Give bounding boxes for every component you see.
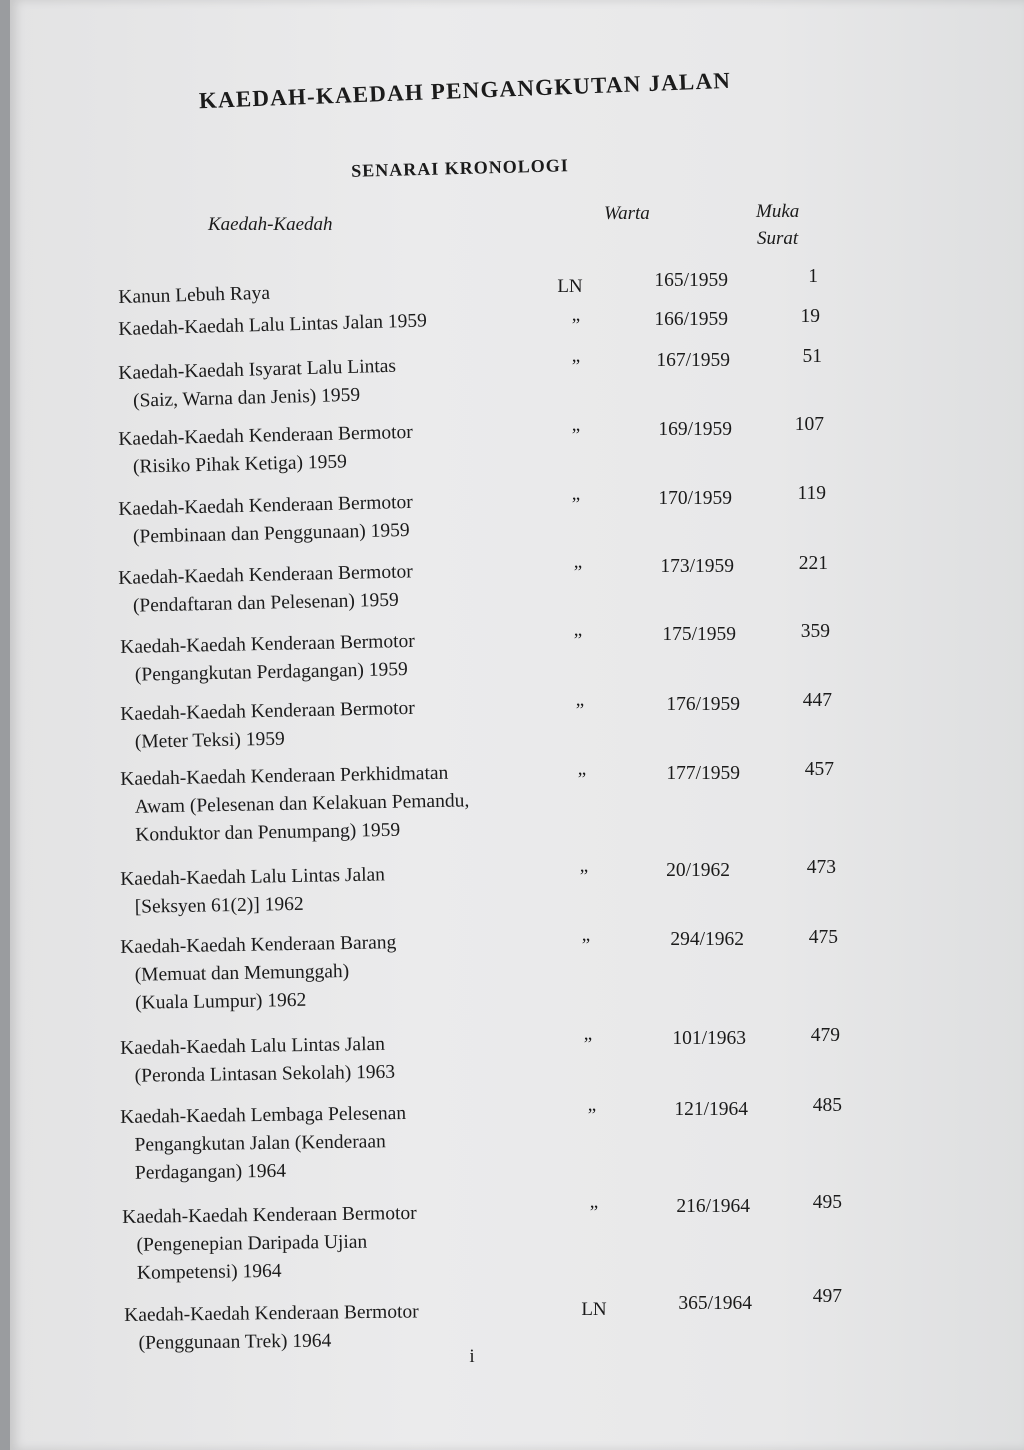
page-reference: 19 xyxy=(800,306,820,327)
rule-title-line: (Peronda Lintasan Sekolah) 1963 xyxy=(134,1061,396,1087)
rule-title-line: Konduktor dan Penumpang) 1959 xyxy=(135,819,401,846)
list-item xyxy=(120,1100,407,1188)
rule-title-line: Kaedah-Kaedah Kenderaan Bermotor xyxy=(124,1301,419,1326)
page-reference: 221 xyxy=(798,553,828,574)
column-header-warta: Warta xyxy=(604,203,650,224)
gazette-series: ” xyxy=(571,356,581,377)
gazette-series: ” xyxy=(571,494,581,515)
rule-title-line: Kaedah-Kaedah Kenderaan Bermotor xyxy=(120,697,415,725)
list-item xyxy=(118,280,270,312)
gazette-series: ” xyxy=(575,700,585,721)
rule-title-line: (Saiz, Warna dan Jenis) 1959 xyxy=(132,384,361,412)
rule-title-line: Kanun Lebuh Raya xyxy=(118,282,271,308)
gazette-series: ” xyxy=(587,1105,597,1126)
page-reference: 447 xyxy=(802,690,832,711)
document-page xyxy=(10,0,1024,1450)
list-item xyxy=(120,628,416,690)
rule-title-line: Kaedah-Kaedah Kenderaan Bermotor xyxy=(118,491,414,520)
gazette-number: 121/1964 xyxy=(674,1099,748,1120)
gazette-number: 365/1964 xyxy=(678,1293,752,1314)
gazette-number: 20/1962 xyxy=(666,860,730,881)
gazette-series: ” xyxy=(573,562,583,583)
page-reference: 479 xyxy=(810,1025,840,1046)
page-reference: 495 xyxy=(812,1192,842,1213)
gazette-series: ” xyxy=(581,935,591,956)
rule-title-line: (Penggunaan Trek) 1964 xyxy=(138,1330,332,1354)
list-item xyxy=(118,419,414,482)
rule-title-line: Kaedah-Kaedah Lalu Lintas Jalan xyxy=(120,864,386,890)
gazette-number: 216/1964 xyxy=(676,1196,750,1217)
list-item xyxy=(120,1031,395,1091)
rule-title-line: (Meter Teksi) 1959 xyxy=(134,728,285,753)
gazette-series: ” xyxy=(571,315,581,336)
gazette-number: 173/1959 xyxy=(660,556,734,577)
column-header-muka: Muka xyxy=(756,201,800,222)
gazette-series: LN xyxy=(557,276,583,297)
rule-title-line: Perdagangan) 1964 xyxy=(134,1160,287,1184)
rule-title-line: (Pendaftaran dan Pelesenan) 1959 xyxy=(132,589,399,617)
column-header-name: Kaedah-Kaedah xyxy=(208,214,333,235)
rule-title-line: (Pengangkutan Perdagangan) 1959 xyxy=(134,658,408,686)
rule-title-line: Awam (Pelesenan dan Kelakuan Pemandu, xyxy=(134,790,470,818)
rule-title-line: Kaedah-Kaedah Lembaga Pelesenan xyxy=(120,1103,407,1128)
gazette-number: 170/1959 xyxy=(658,488,732,509)
rule-title-line: (Risiko Pihak Ketiga) 1959 xyxy=(132,451,348,478)
list-item xyxy=(120,759,470,850)
gazette-series: ” xyxy=(577,769,587,790)
column-header-surat: Surat xyxy=(757,228,799,249)
gazette-number: 177/1959 xyxy=(666,763,740,784)
gazette-number: 169/1959 xyxy=(658,419,732,440)
gazette-series: ” xyxy=(583,1034,593,1055)
rule-title-line: Kompetensi) 1964 xyxy=(136,1260,282,1284)
gazette-series: ” xyxy=(573,630,583,651)
list-item xyxy=(120,695,416,757)
page-reference: 1 xyxy=(808,266,818,287)
rule-title-line: Kaedah-Kaedah Kenderaan Bermotor xyxy=(120,630,415,658)
page-reference: 51 xyxy=(802,346,822,367)
rule-title-line: Pengangkutan Jalan (Kenderaan xyxy=(134,1131,386,1156)
rule-title-line: Kaedah-Kaedah Isyarat Lalu Lintas xyxy=(118,355,397,384)
list-item xyxy=(120,929,398,1018)
page-title: KAEDAH-KAEDAH PENGANGKUTAN JALAN xyxy=(198,67,732,114)
rule-title-line: Kaedah-Kaedah Kenderaan Bermotor xyxy=(118,421,414,450)
list-item xyxy=(118,489,414,552)
rule-title-line: (Kuala Lumpur) 1962 xyxy=(135,989,307,1014)
gazette-series: ” xyxy=(579,866,589,887)
chronology-list xyxy=(10,0,1024,1450)
page-reference: 497 xyxy=(812,1286,842,1307)
gazette-number: 176/1959 xyxy=(666,694,740,715)
rule-title-line: Kaedah-Kaedah Kenderaan Barang xyxy=(120,932,397,958)
page-reference: 473 xyxy=(806,857,836,878)
gazette-number: 101/1963 xyxy=(672,1028,746,1049)
gazette-number: 167/1959 xyxy=(656,350,730,371)
page-reference: 475 xyxy=(808,927,838,948)
list-item xyxy=(124,1298,419,1358)
page-reference: 107 xyxy=(794,414,824,435)
list-item xyxy=(118,558,414,621)
list-item xyxy=(122,1200,418,1288)
page-number: i xyxy=(469,1346,475,1367)
gazette-series: LN xyxy=(581,1299,607,1320)
rule-title-line: Kaedah-Kaedah Kenderaan Perkhidmatan xyxy=(120,762,449,790)
page-reference: 485 xyxy=(812,1095,842,1116)
rule-title-line: (Pengenepian Daripada Ujian xyxy=(136,1231,368,1256)
rule-title-line: Kaedah-Kaedah Lalu Lintas Jalan xyxy=(120,1033,386,1059)
list-item xyxy=(118,353,397,416)
gazette-number: 165/1959 xyxy=(654,270,728,291)
page-reference: 359 xyxy=(800,621,830,642)
rule-title-line: Kaedah-Kaedah Kenderaan Bermotor xyxy=(118,561,413,589)
page-subtitle: SENARAI KRONOLOGI xyxy=(350,155,569,181)
rule-title-line: Kaedah-Kaedah Kenderaan Bermotor xyxy=(122,1202,417,1228)
rule-title-line: [Seksyen 61(2)] 1962 xyxy=(134,893,304,918)
page-reference: 119 xyxy=(797,483,826,504)
gazette-number: 175/1959 xyxy=(662,624,736,645)
gazette-series: ” xyxy=(571,425,581,446)
list-item xyxy=(120,861,386,922)
rule-title-line: Kaedah-Kaedah Lalu Lintas Jalan 1959 xyxy=(118,310,428,340)
rule-title-line: (Memuat dan Memunggah) xyxy=(134,961,350,986)
list-item xyxy=(118,307,427,344)
gazette-number: 294/1962 xyxy=(670,929,744,950)
gazette-number: 166/1959 xyxy=(654,309,728,330)
gazette-series: ” xyxy=(589,1202,599,1223)
rule-title-line: (Pembinaan dan Penggunaan) 1959 xyxy=(132,519,410,548)
page-reference: 457 xyxy=(804,759,834,780)
